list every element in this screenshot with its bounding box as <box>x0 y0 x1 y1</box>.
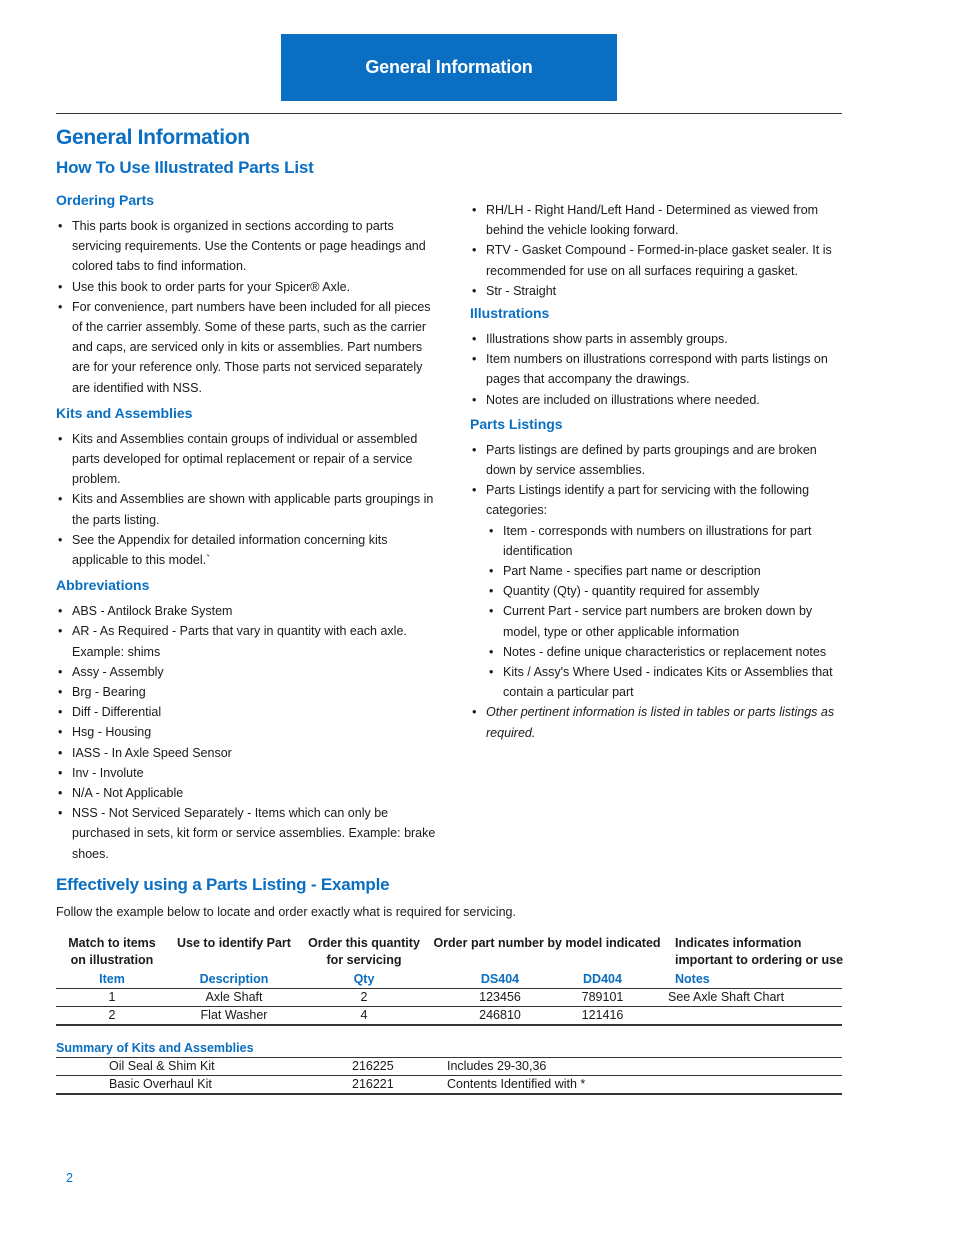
table-cell: 121416 <box>581 1008 624 1022</box>
table-divider <box>56 1006 842 1007</box>
illustrations-list <box>470 329 842 410</box>
abbreviations-continued-list <box>470 200 842 301</box>
summary-divider <box>56 1075 842 1076</box>
list-item: • Notes are included on illustrations where needed. <box>470 390 842 410</box>
example-intro: Follow the example below to locate and order exactly what is required for servicing. <box>56 905 516 919</box>
list-item: • See the Appendix for detailed information concerning kits applicable to this model.` <box>56 530 436 570</box>
table-cell: 1 <box>108 990 116 1004</box>
abbreviations-title: Abbreviations <box>56 577 150 594</box>
sub-list-item: • Notes - define unique characteristics or replacement notes <box>487 642 842 662</box>
list-item: • Kits and Assemblies are shown with applicable parts groupings in the parts listing. <box>56 489 436 529</box>
header-indicates: Indicates information important to ordering or use <box>675 936 844 967</box>
header-rule <box>56 113 842 114</box>
table-divider <box>56 988 842 989</box>
section-title: How To Use Illustrated Parts List <box>56 158 314 177</box>
table-cell: 123456 <box>479 990 521 1004</box>
list-item: • Assy - Assembly <box>56 662 436 682</box>
list-item: • AR - As Required - Parts that vary in quantity with each axle. Example: shims <box>56 621 436 661</box>
kits-title: Kits and Assemblies <box>56 404 193 421</box>
left-column <box>56 190 436 866</box>
table-cell: 2 <box>360 990 368 1004</box>
abbreviations-list <box>56 601 436 864</box>
parts-listings-note: • Other pertinent information is listed in tables or parts listings as required. <box>470 702 842 742</box>
list-item: • NSS - Not Serviced Separately - Items which can only be purchased in sets, kit form or service assemblies. Example: brake shoes. <box>56 803 436 864</box>
table-divider <box>56 1024 842 1026</box>
list-item: • RTV - Gasket Compound - Formed-in-place gasket sealer. It is recommended for use on all surfaces requiring a gasket. <box>470 240 842 280</box>
sub-list-item: • Part Name - specifies part name or description <box>487 561 842 581</box>
kits-list <box>56 429 436 570</box>
ordering-list <box>56 216 436 398</box>
page-title: General Information <box>56 126 250 149</box>
header-identify: Use to identify Part <box>177 936 291 950</box>
summary-cell: Includes 29-30,36 <box>447 1059 547 1073</box>
summary-cell: 216225 <box>352 1059 394 1073</box>
list-item: • ABS - Antilock Brake System <box>56 601 436 621</box>
column-item: Item <box>99 972 125 986</box>
table-cell: 2 <box>108 1008 116 1022</box>
list-item: • Kits and Assemblies contain groups of individual or assembled parts developed for optimal replacement or repair of a service problem. <box>56 429 436 490</box>
column-qty: Qty <box>353 972 375 986</box>
summary-divider <box>56 1057 842 1058</box>
column-notes: Notes <box>675 972 710 986</box>
summary-title: Summary of Kits and Assemblies <box>56 1041 254 1055</box>
list-item: • Illustrations show parts in assembly groups. <box>470 329 842 349</box>
list-item: • RH/LH - Right Hand/Left Hand - Determined as viewed from behind the vehicle looking forward. <box>470 200 842 240</box>
parts-listings-title: Parts Listings <box>470 415 563 432</box>
table-cell: Flat Washer <box>200 1008 268 1022</box>
list-item: • Use this book to order parts for your Spicer® Axle. <box>56 277 436 297</box>
summary-divider <box>56 1093 842 1095</box>
summary-cell: 216221 <box>352 1077 394 1091</box>
table-cell: 246810 <box>479 1008 521 1022</box>
summary-cell: Contents Identified with * <box>447 1077 586 1091</box>
list-item: • Parts Listings identify a part for servicing with the following categories: <box>470 480 842 520</box>
summary-cell: Basic Overhaul Kit <box>109 1077 212 1091</box>
list-item: • Inv - Involute <box>56 763 436 783</box>
sub-list-item: • Quantity (Qty) - quantity required for assembly <box>487 581 842 601</box>
list-item: • Item numbers on illustrations correspond with parts listings on pages that accompany the drawings. <box>470 349 842 389</box>
header-order: Order part number by model indicated <box>433 936 661 950</box>
column-dd404: DD404 <box>583 972 622 986</box>
example-title: Effectively using a Parts Listing - Example <box>56 875 390 894</box>
column-description: Description <box>199 972 269 986</box>
list-item: • IASS - In Axle Speed Sensor <box>56 743 436 763</box>
sub-list-item: • Item - corresponds with numbers on illustrations for part identification <box>487 521 842 561</box>
header-match: Match to items on illustration <box>68 936 156 967</box>
column-ds404: DS404 <box>480 972 520 986</box>
list-item: • Parts listings are defined by parts groupings and are broken down by service assemblies. <box>470 440 842 480</box>
illustrations-title: Illustrations <box>470 305 550 322</box>
sub-list-item: • Current Part - service part numbers are broken down by model, type or other applicable information <box>487 601 842 641</box>
list-item: • Brg - Bearing <box>56 682 436 702</box>
list-item: • Str - Straight <box>470 281 842 301</box>
right-column <box>470 200 842 745</box>
table-cell: 4 <box>360 1008 368 1022</box>
header-tab-title: General Information <box>365 57 533 77</box>
page-number: 2 <box>66 1171 73 1185</box>
table-cell: See Axle Shaft Chart <box>668 990 785 1004</box>
parts-listings-list <box>470 440 842 743</box>
list-item: • This parts book is organized in sections according to parts servicing requirements. Use the Contents or page headings and colored tabs to find information. <box>56 216 436 277</box>
list-item: • Diff - Differential <box>56 702 436 722</box>
table-cell: Axle Shaft <box>205 990 263 1004</box>
ordering-title: Ordering Parts <box>56 192 155 208</box>
list-item: • N/A - Not Applicable <box>56 783 436 803</box>
header-quantity: Order this quantity for servicing <box>308 936 420 967</box>
list-item: • For convenience, part numbers have been included for all pieces of the carrier assembly. Some of these parts, such as the carrier and caps, are serviced only in kits or assemblies. Part numbers are for your reference only. Those parts not serviced separately are identified with NSS. <box>56 297 436 398</box>
table-cell: 789101 <box>581 990 624 1004</box>
list-item: • Hsg - Housing <box>56 722 436 742</box>
sub-list-item: • Kits / Assy's Where Used - indicates Kits or Assemblies that contain a particular part <box>487 662 842 702</box>
summary-cell: Oil Seal & Shim Kit <box>109 1059 215 1073</box>
header-tab <box>281 34 617 101</box>
